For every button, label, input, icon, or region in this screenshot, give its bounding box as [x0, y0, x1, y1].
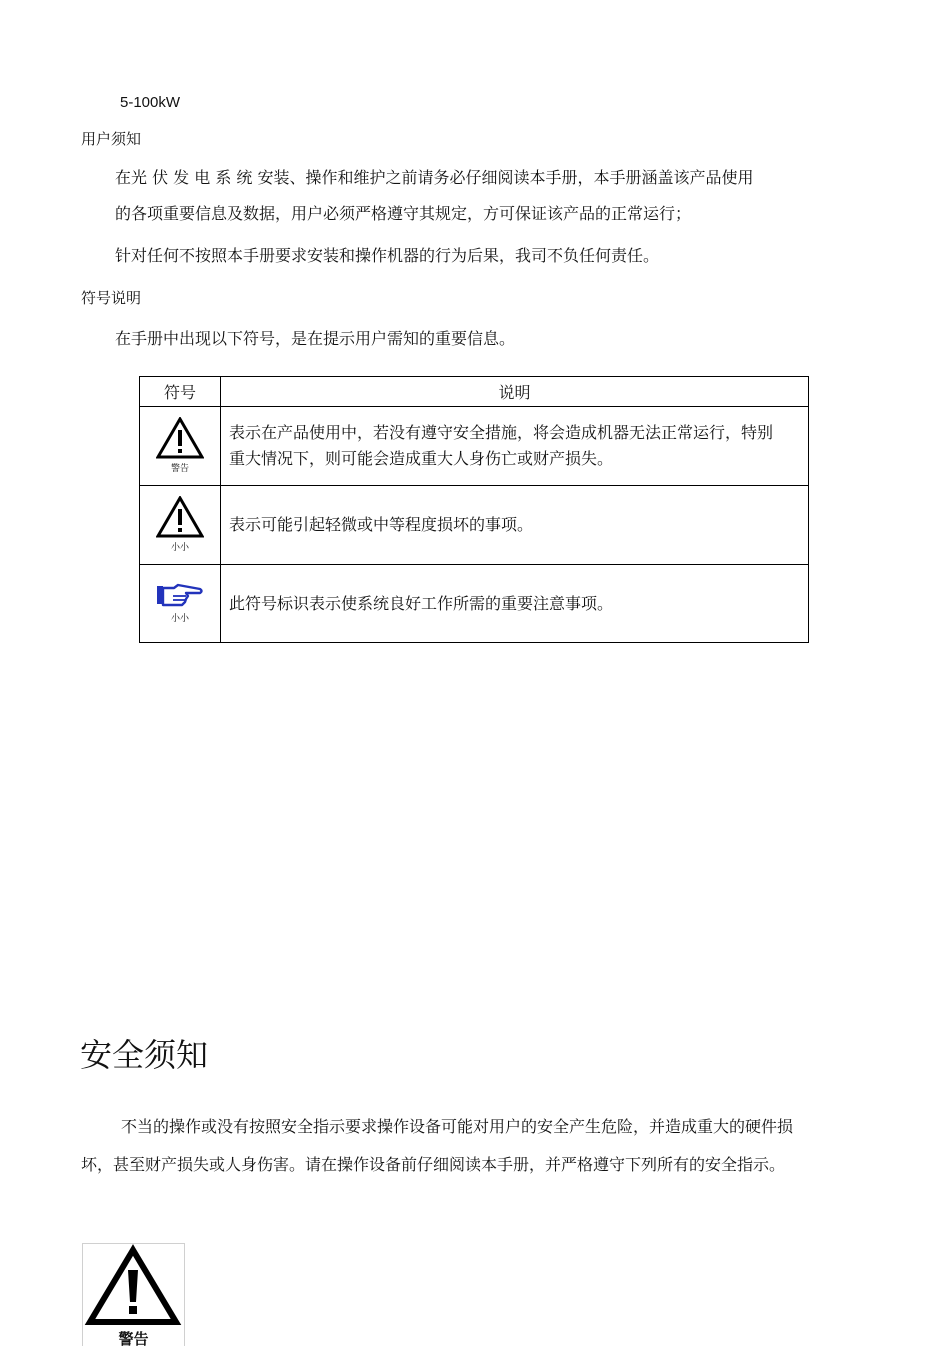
symbol-table — [139, 376, 809, 643]
col-symbol-header: 符号 — [140, 377, 221, 407]
user-notice-heading: 用户须知 — [81, 130, 142, 148]
model-range: 5-100kW — [120, 94, 181, 111]
user-notice-line-2: 的各项重要信息及数据，用户必须严格遵守其规定，方可保证该产品的正常运行； — [115, 204, 692, 223]
safety-title: 安全须知 — [80, 1036, 209, 1074]
table-row — [140, 486, 809, 565]
warning-caption: 警告 — [118, 1330, 149, 1346]
icon-caption: 警告 — [170, 464, 189, 474]
warning-triangle-icon — [83, 1244, 184, 1328]
table-row — [140, 565, 809, 643]
row-description: 表示在产品使用中，若没有遵守安全措施，将会造成机器无法正常运行，特别重大情况下，则可能会造成重大人身伤亡或财产损失。 — [221, 407, 809, 486]
warning-triangle-icon — [154, 417, 206, 475]
symbol-notes-intro: 在手册中出现以下符号，是在提示用户需知的重要信息。 — [115, 329, 516, 348]
table-row — [140, 407, 809, 486]
col-desc-header: 说明 — [221, 377, 809, 407]
user-notice-line-1: 在光 伏 发 电 系 统 安装、操作和维护之前请务必仔细阅读本手册，本手册涵盖该产品使用 — [115, 168, 754, 187]
icon-caption: 小小 — [170, 543, 189, 553]
caution-triangle-icon — [154, 496, 206, 554]
safety-paragraph: 不当的操作或没有按照安全指示要求操作设备可能对用户的安全产生危险，并造成重大的硬件损坏，甚至财产损失或人身伤害。请在操作设备前仔细阅读本手册，并严格遵守下列所有的安全指示。 — [81, 1117, 794, 1174]
pointing-hand-icon — [154, 583, 206, 625]
icon-caption: 小小 — [170, 613, 189, 624]
symbol-table-header — [140, 377, 809, 407]
symbol-notes-heading: 符号说明 — [81, 289, 142, 307]
row-description: 此符号标识表示使系统良好工作所需的重要注意事项。 — [221, 565, 809, 643]
warning-sign — [82, 1243, 185, 1346]
user-notice-line-3: 针对任何不按照本手册要求安装和操作机器的行为后果，我司不负任何责任。 — [115, 246, 660, 265]
row-description: 表示可能引起轻微或中等程度损坏的事项。 — [221, 486, 809, 565]
